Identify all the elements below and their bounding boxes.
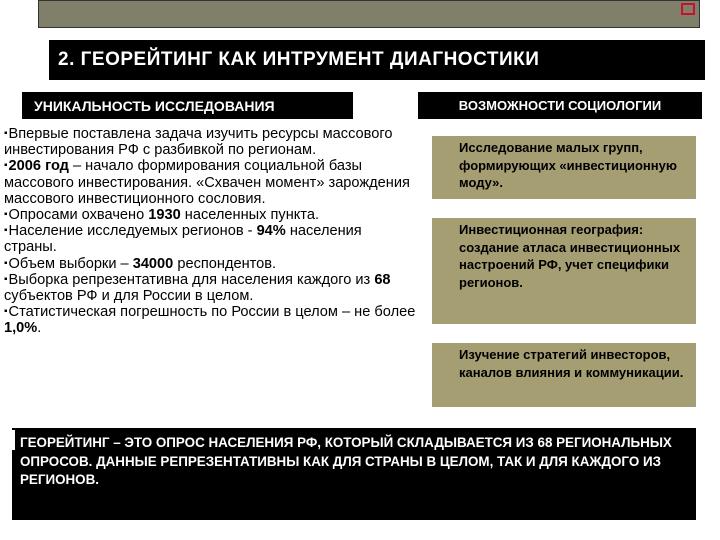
bullet-text: населения страны.: [4, 223, 362, 256]
bullet-bold: 68: [374, 271, 391, 288]
list-item: ▪Опросами охвачено 1930 населенных пункта.: [4, 207, 319, 224]
opportunity-box: [432, 136, 696, 199]
bullet-pre: Население исследуемых регионов -: [8, 223, 257, 240]
bullet-text: Впервые поставлена задача изучить ресурсы массового инвестирования РФ с разбивкой по регионам.: [4, 126, 393, 159]
list-item: ▪Статистическая погрешность по России в целом – не более 1,0%.: [4, 304, 416, 337]
bullet-text: респондентов.: [173, 255, 277, 272]
list-item: ▪2006 год – начало формирования социальной базы массового инвестирования. «Схвачен момент» зарождения массового инвестиционного сословия.: [4, 158, 410, 207]
uniqueness-list: [4, 126, 416, 337]
bullet-bold: 34000: [132, 255, 174, 272]
bullet-pre: Опросами охвачено: [8, 207, 149, 224]
list-item: ▪Объем выборки – 34000 респондентов.: [4, 255, 277, 272]
bullet-text: населенных пункта.: [180, 207, 319, 224]
decor-square: [681, 3, 695, 15]
opportunity-box: [432, 343, 696, 407]
text-cursor: [12, 430, 15, 450]
bullet-pre: Выборка репрезентативна для населения каждого из: [8, 271, 375, 288]
bullet-text: – начало формирования социальной базы массового инвестирования. «Схвачен момент» зарождения массового инвестиционного сословия.: [4, 158, 410, 207]
opportunity-text: Инвестиционная география: создание атласа инвестиционных настроений РФ, учет специфики регионов.: [459, 222, 681, 290]
slide-title-text: 2. ГЕОРЕЙТИНГ КАК ИНТРУМЕНТ ДИАГНОСТИКИ: [58, 49, 540, 70]
list-item: ▪Впервые поставлена задача изучить ресурсы массового инвестирования РФ с разбивкой по регионам.: [4, 126, 393, 159]
bullet-text: субъектов РФ и для России в целом.: [4, 288, 254, 305]
top-decor-strip: [38, 0, 700, 28]
right-header-text: ВОЗМОЖНОСТИ СОЦИОЛОГИИ: [458, 98, 662, 113]
left-column-header: [22, 92, 353, 119]
opportunity-text: Исследование малых групп, формирующих «инвестиционную моду».: [459, 140, 677, 190]
bullet-pre: Статистическая погрешность по России в целом – не более: [8, 304, 416, 321]
list-item: ▪Население исследуемых регионов - 94% населения страны.: [4, 223, 362, 256]
bullet-bold: 94%: [256, 223, 286, 240]
summary-box: [12, 428, 696, 520]
bullet-bold: 1,0%: [4, 320, 38, 337]
summary-text: ГЕОРЕЙТИНГ – ЭТО ОПРОС НАСЕЛЕНИЯ РФ, КОТОРЫЙ СКЛАДЫВАЕТСЯ ИЗ 68 РЕГИОНАЛЬНЫХ ОПРОСОВ. ДАННЫЕ РЕПРЕЗЕНТАТИВНЫ КАК ДЛЯ СТРАНЫ В ЦЕЛОМ, ТАК И ДЛЯ КАЖДОГО ИЗ РЕГИОНОВ.: [20, 435, 672, 487]
bullet-text: .: [37, 320, 42, 337]
bullet-pre: Объем выборки –: [8, 255, 133, 272]
slide-title: [49, 40, 705, 80]
opportunity-box: [432, 218, 696, 324]
bullet-bold: 2006 год: [8, 158, 69, 175]
left-header-text: УНИКАЛЬНОСТЬ ИССЛЕДОВАНИЯ: [34, 97, 275, 114]
opportunity-text: Изучение стратегий инвесторов, каналов влияния и коммуникации.: [459, 347, 684, 380]
bullet-bold: 1930: [148, 207, 181, 224]
list-item: ▪Выборка репрезентативна для населения каждого из 68 субъектов РФ и для России в целом.: [4, 271, 391, 305]
right-column-header: [418, 92, 702, 119]
